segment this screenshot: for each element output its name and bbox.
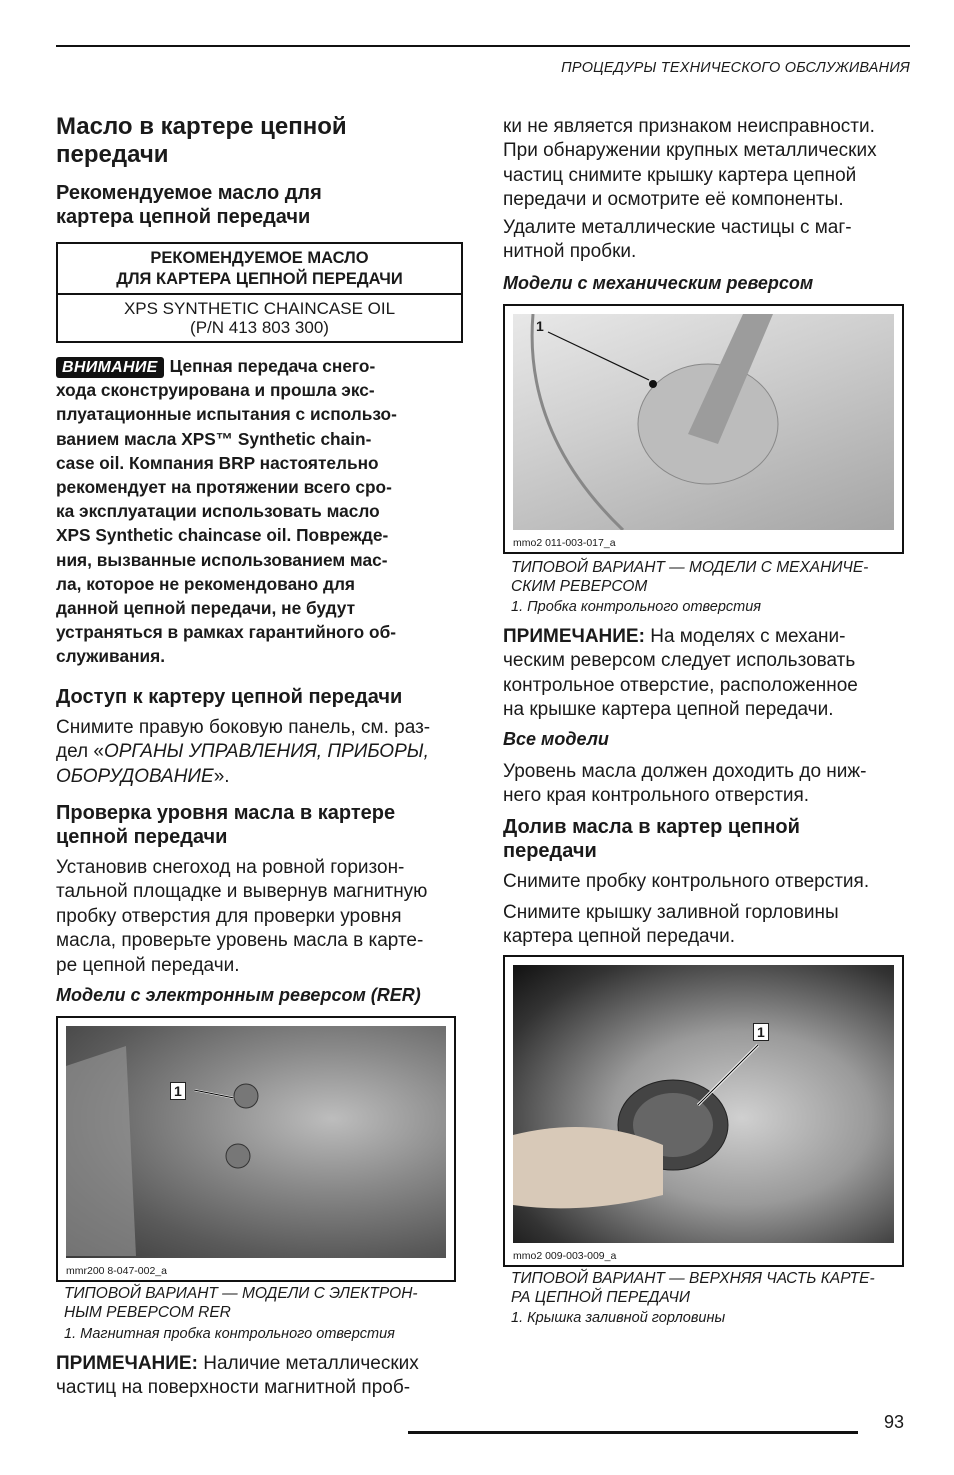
recommended-oil-heading: Рекомендуемое масло для картера цепной передачи (56, 182, 322, 228)
table-cell: XPS SYNTHETIC CHAINCASE OIL (P/N 413 803 300) (123, 299, 396, 337)
warning-block (56, 354, 464, 669)
check-level-heading: Проверка уровня масла в картере цепной передачи (56, 802, 396, 848)
table-header: РЕКОМЕНДУЕМОЕ МАСЛО ДЛЯ КАРТЕРА ЦЕПНОЙ ПЕРЕДАЧИ (58, 244, 461, 295)
access-text: Снимите правую боковую панель, см. раз- дел « (56, 717, 431, 763)
page-number: 93 (884, 1412, 905, 1432)
fill-oil-heading: Долив масла в картер цепной передачи (503, 816, 800, 862)
remove-particles-paragraph: Удалите металлические частицы с маг- нитной пробки. (503, 217, 852, 263)
oil-level-paragraph: Уровень масла должен доходить до ниж- него края контрольного отверстия. (503, 761, 867, 807)
fill-step-1: Снимите пробку контрольного отверстия. (503, 871, 870, 892)
warning-badge: ВНИМАНИЕ (56, 357, 164, 378)
photo-filler-cap (513, 965, 894, 1243)
warning-text: Цепная передача снего- хода сконструирована и прошла экс- плуатационные испытания с использо- ванием масла XPS™ Synthetic chain- case oil. Компания BRP настоятельно рекомендует на протяжении всего сро- ка эксплуатации использовать масло XPS Synthetic chaincase oil. Поврежде- ния, вызванные использованием мас- ла, которое не рекомендовано для данной цепной передачи, не будут устраняться в рамках гарантийного об- служивания. (56, 356, 397, 667)
figure-filler-cap (503, 955, 904, 1267)
access-paragraph (56, 716, 466, 789)
note-label: ПРИМЕЧАНИЕ: (56, 1353, 198, 1374)
fill-step-2: Снимите крышку заливной горловины картера цепной передачи. (503, 902, 839, 948)
figure-rer (56, 1016, 456, 1282)
figure-legend: 1. Магнитная пробка контрольного отверстия (64, 1326, 395, 1342)
cross-reference-link[interactable]: ОРГАНЫ УПРАВЛЕНИЯ, ПРИБОРЫ, ОБОРУДОВАНИЕ (56, 741, 429, 787)
check-level-paragraph: Установив снегоход на ровной горизон- тальной площадке и вывернув магнитную пробку отверстия для проверки уровня масла, проверьте уровень масла в карте- ре цепной передачи. (56, 857, 428, 976)
note-text: Наличие металлических частиц на поверхности магнитной проб- (56, 1353, 419, 1399)
callout-number: 1 (170, 1082, 186, 1100)
figure-caption: ТИПОВОЙ ВАРИАНТ — МОДЕЛИ С МЕХАНИЧЕ- СКИМ РЕВЕРСОМ (511, 559, 869, 595)
note-paragraph (56, 1352, 466, 1401)
figure-caption: ТИПОВОЙ ВАРИАНТ — ВЕРХНЯЯ ЧАСТЬ КАРТЕ- РА ЦЕПНОЙ ПЕРЕДАЧИ (511, 1270, 875, 1306)
figure-caption: ТИПОВОЙ ВАРИАНТ — МОДЕЛИ С ЭЛЕКТРОН- НЫМ РЕВЕРСОМ RER (64, 1285, 418, 1321)
note-text: На моделях с механи- ческим реверсом следует использовать контрольное отверстие, расположенное на крышке картера цепной передачи. (503, 626, 858, 721)
access-heading: Доступ к картеру цепной передачи (56, 686, 403, 708)
figure-legend: 1. Пробка контрольного отверстия (511, 599, 762, 615)
callout-number: 1 (536, 318, 544, 334)
figure-code: mmo2 009-003-009_a (513, 1250, 617, 1262)
continuation-paragraph: ки не является признаком неисправности. При обнаружении крупных металлических частиц снимите крышку картера цепной передачи и осмотрите её компоненты. (503, 116, 877, 211)
photo-magnetic-plug (66, 1026, 446, 1258)
callout-number: 1 (753, 1023, 769, 1041)
figure-mechanical (503, 304, 904, 554)
section-title: Масло в картере цепной передачи (56, 113, 347, 168)
recommended-oil-table (56, 242, 463, 343)
mechanical-models-heading: Модели с механическим реверсом (503, 273, 814, 293)
note-paragraph (503, 625, 913, 723)
header-rule (56, 45, 910, 47)
photo-check-plug (513, 314, 894, 530)
access-text-end: ». (213, 765, 230, 787)
running-title: ПРОЦЕДУРЫ ТЕХНИЧЕСКОГО ОБСЛУЖИВАНИЯ (561, 60, 910, 76)
figure-code: mmr200 8-047-002_a (66, 1265, 167, 1277)
footer-rule (408, 1431, 858, 1434)
figure-legend: 1. Крышка заливной горловины (511, 1310, 726, 1326)
figure-code: mmo2 011-003-017_a (513, 537, 616, 549)
all-models-heading: Все модели (503, 729, 609, 749)
rer-models-heading: Модели с электронным реверсом (RER) (56, 985, 421, 1005)
note-label: ПРИМЕЧАНИЕ: (503, 626, 645, 647)
